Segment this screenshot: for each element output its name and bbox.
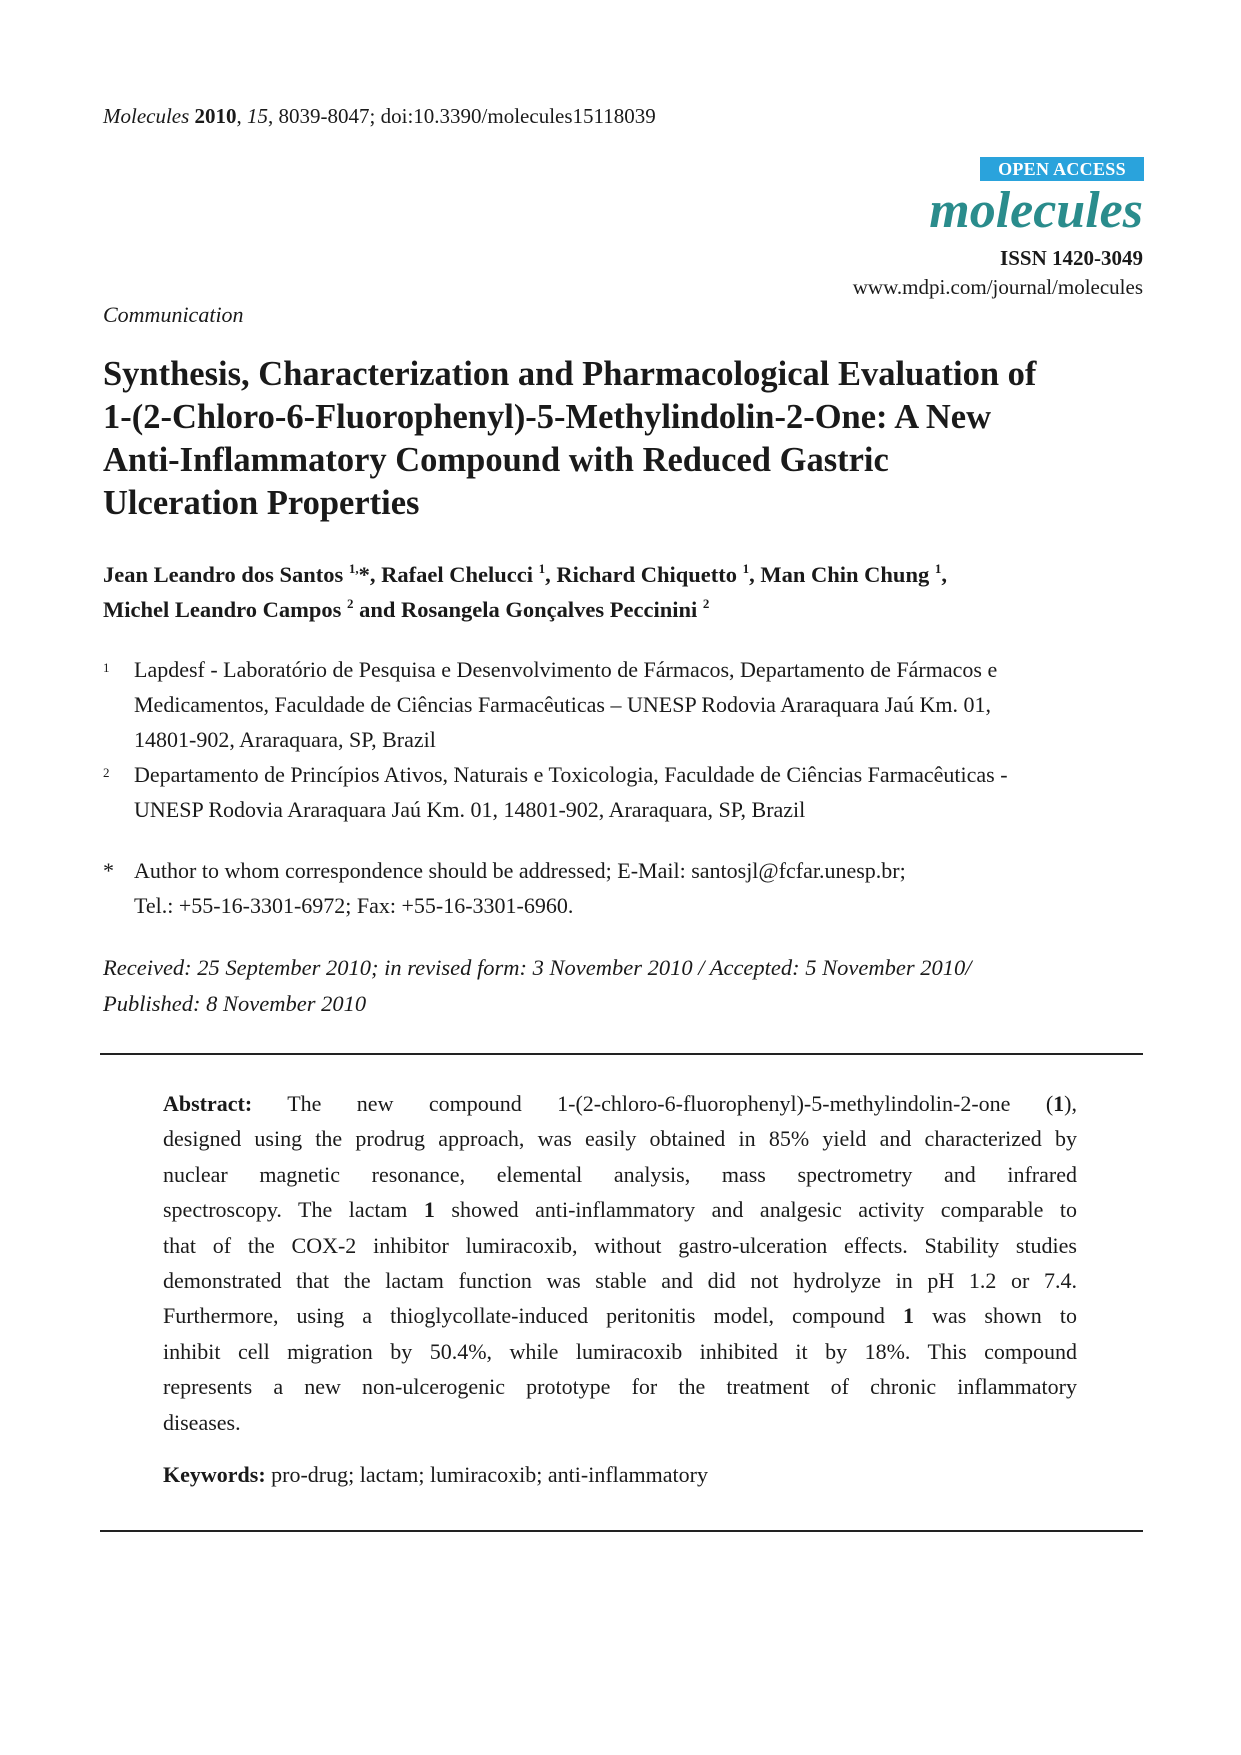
dates-line: Published: 8 November 2010 <box>103 991 367 1016</box>
abstract-line: inhibit cell migration by 50.4%, while lumiracoxib inhibited it by 18%. This compound <box>163 1338 1077 1364</box>
corresponding-marker: * <box>103 858 114 883</box>
open-access-badge: OPEN ACCESS <box>980 157 1144 181</box>
author-name: Jean Leandro dos Santos <box>103 562 344 587</box>
affiliation-number: 2 <box>103 765 110 780</box>
abstract-line: represents a new non-ulcerogenic prototype for the treatment of chronic inflammatory <box>163 1374 1077 1400</box>
affiliation-line: Medicamentos, Faculdade de Ciências Farmacêuticas – UNESP Rodovia Araraquara Jaú Km. 01, <box>134 692 991 717</box>
abstract-line: diseases. <box>163 1409 241 1435</box>
publication-dates <box>103 950 1143 1022</box>
citation-pages-doi: , 8039-8047; doi:10.3390/molecules15118039 <box>268 104 656 128</box>
title-line: Anti-Inflammatory Compound with Reduced Gastric <box>103 441 889 479</box>
divider-top <box>100 1053 1143 1055</box>
author-line: Michel Leandro Campos $^2$ and Rosangela Gonçalves Peccinini $^2$ <box>103 596 710 622</box>
author-affil-sup: 1, <box>348 561 359 576</box>
keywords-text: pro-drug; lactam; lumiracoxib; anti-inflammatory <box>265 1462 708 1487</box>
affiliation <box>103 652 1143 757</box>
abstract-label: Abstract: <box>163 1091 253 1116</box>
article-type: Communication <box>103 302 244 327</box>
journal-logo-text: molecules <box>929 182 1143 239</box>
dates-line: Received: 25 September 2010; in revised form: 3 November 2010 / Accepted: 5 November 2010/ <box>103 955 972 980</box>
affiliation-number: 1 <box>103 660 110 675</box>
author-list <box>103 557 1143 627</box>
author-affil-sup: 2 <box>346 596 354 611</box>
author-name: Rafael Chelucci <box>381 562 533 587</box>
author-affil-sup: 1 <box>742 561 750 576</box>
affiliation-line: Departamento de Princípios Ativos, Naturais e Toxicologia, Faculdade de Ciências Farmacêuticas - <box>134 762 1008 787</box>
correspondence-line: Tel.: +55-16-3301-6972; Fax: +55-16-3301-6960. <box>134 893 574 918</box>
abstract-line: nuclear magnetic resonance, elemental analysis, mass spectrometry and infrared <box>163 1161 1077 1187</box>
author-name: Man Chin Chung <box>760 562 930 587</box>
issn: ISSN 1420-3049 <box>1000 246 1143 270</box>
abstract-line: Abstract: The new compound 1-(2-chloro-6-fluorophenyl)-5-methylindolin-2-one (1), <box>163 1091 1077 1116</box>
paper-title <box>103 353 1143 525</box>
affiliation <box>103 757 1143 827</box>
corresponding-marker: * <box>358 562 370 587</box>
title-line: Ulceration Properties <box>103 484 420 522</box>
abstract-line: designed using the prodrug approach, was easily obtained in 85% yield and characterized by <box>163 1126 1077 1152</box>
journal-url-link[interactable]: www.mdpi.com/journal/molecules <box>852 275 1143 299</box>
citation-journal: Molecules <box>103 104 190 128</box>
abstract-line: demonstrated that the lactam function was stable and did not hydrolyze in pH 1.2 or 7.4. <box>163 1267 1077 1293</box>
citation-volume: 15 <box>247 104 269 128</box>
author-affil-sup: 1 <box>934 561 942 576</box>
affiliation-line: 14801-902, Araraquara, SP, Brazil <box>134 727 436 752</box>
citation-line: Molecules 2010, 15, 8039-8047; doi:10.3390/molecules15118039 <box>103 104 656 128</box>
abstract-line: that of the COX-2 inhibitor lumiracoxib, without gastro-ulceration effects. Stability studies <box>163 1232 1077 1258</box>
citation-year: 2010 <box>194 104 237 128</box>
affiliation-line: UNESP Rodovia Araraquara Jaú Km. 01, 14801-902, Araraquara, SP, Brazil <box>134 797 806 822</box>
keywords-label: Keywords: <box>163 1462 266 1487</box>
author-name: Rosangela Gonçalves Peccinini <box>401 597 698 622</box>
author-line: Jean Leandro dos Santos $^{1,}$*, Rafael Chelucci $^1$, Richard Chiquetto $^1$, Man Chin Chung $^1$, <box>103 561 947 587</box>
divider-bottom <box>100 1530 1143 1532</box>
abstract-line: spectroscopy. The lactam 1 showed anti-inflammatory and analgesic activity comparable to <box>163 1197 1077 1223</box>
author-name: Richard Chiquetto <box>556 562 738 587</box>
title-line: Synthesis, Characterization and Pharmacological Evaluation of <box>103 355 1037 393</box>
author-affil-sup: 1 <box>538 561 546 576</box>
keywords <box>163 1462 708 1488</box>
abstract-line: Furthermore, using a thioglycollate-induced peritonitis model, compound 1 was shown to <box>163 1303 1077 1329</box>
title-line: 1-(2-Chloro-6-Fluorophenyl)-5-Methylindolin-2-One: A New <box>103 398 992 436</box>
abstract <box>163 1086 1077 1440</box>
affiliation-line: Lapdesf - Laboratório de Pesquisa e Desenvolvimento de Fármacos, Departamento de Fármacos e <box>134 657 998 682</box>
correspondence-note <box>103 853 1143 923</box>
author-name: Michel Leandro Campos <box>103 597 342 622</box>
correspondence-line: Author to whom correspondence should be addressed; E-Mail: santosjl@fcfar.unesp.br; <box>134 858 906 883</box>
author-affil-sup: 2 <box>702 596 710 611</box>
